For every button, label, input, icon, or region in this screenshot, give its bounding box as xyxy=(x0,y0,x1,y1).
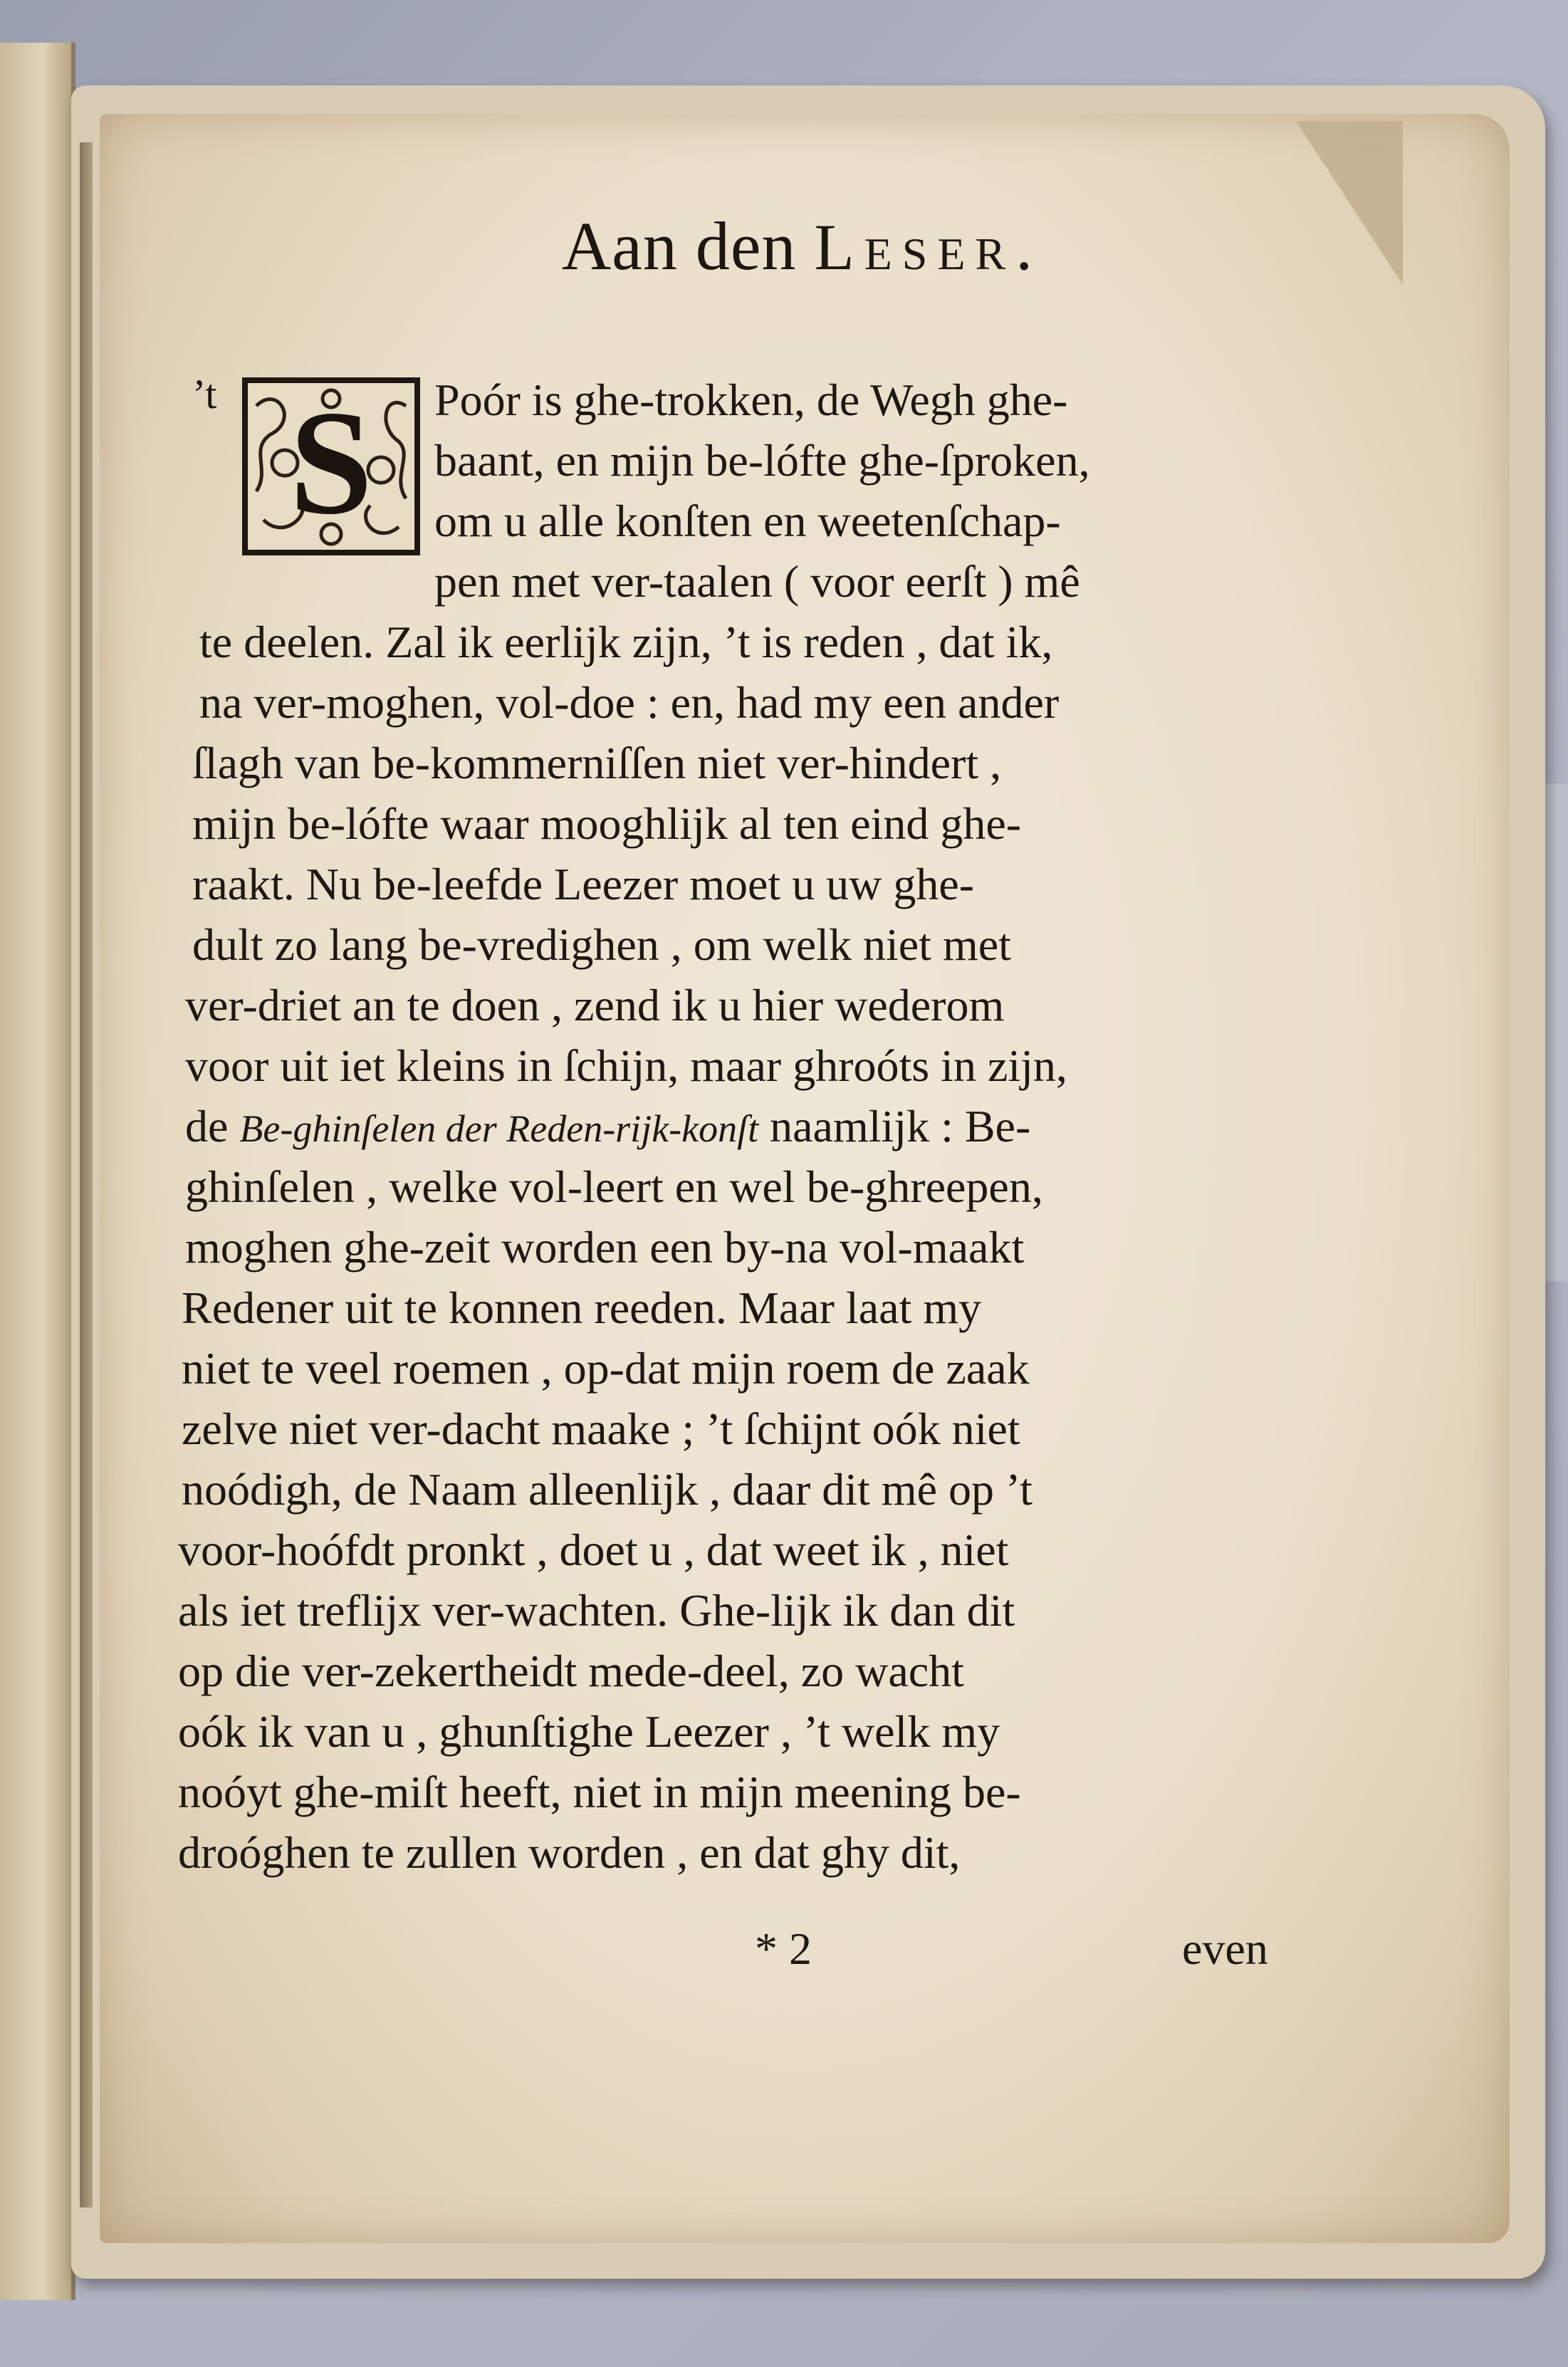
title-caps: Leser xyxy=(814,211,1016,283)
title-post: . xyxy=(1015,208,1034,284)
text-line: ver-driet an te doen , zend ik u hier wederom xyxy=(185,980,1005,1030)
text-line: als iet treflijx ver-wachten. Ghe-lijk ik dan dit xyxy=(178,1585,1015,1636)
ornamental-drop-cap xyxy=(242,377,420,555)
drop-prefix: ’t xyxy=(192,371,217,417)
book-gutter xyxy=(80,142,93,2207)
page-title xyxy=(370,207,1225,286)
text-line: mijn be-lófte waar mooghlijk al ten eind ghe- xyxy=(192,798,1022,849)
text-line: na ver-moghen, vol-doe : en, had my een ander xyxy=(199,677,1060,728)
text-line: Redener uit te konnen reeden. Maar laat my xyxy=(182,1282,982,1333)
text-line: op die ver-zekertheidt mede-deel, zo wacht xyxy=(178,1646,964,1696)
text-line: niet te veel roemen , op-dat mijn roem de zaak xyxy=(182,1343,1030,1394)
text-line: voor uit iet kleins in ſchijn, maar ghroóts in zijn, xyxy=(185,1040,1067,1091)
text-line xyxy=(185,1101,1031,1151)
text-line: Poór is ghe-trokken, de Wegh ghe- xyxy=(434,375,1068,425)
facing-page-edge xyxy=(0,43,75,2300)
title-pre: Aan den xyxy=(561,208,815,284)
text-line: zelve niet ver-dacht maake ; ’t ſchijnt oók niet xyxy=(182,1404,1020,1454)
text-line: oók ik van u , ghunſtighe Leezer , ’t welk my xyxy=(178,1706,1000,1757)
text-line: droóghen te zullen worden , en dat ghy dit, xyxy=(178,1827,961,1878)
text-line: om u alle konſten en weetenſchap- xyxy=(434,496,1061,546)
text-line-pre: de xyxy=(185,1101,240,1151)
italic-book-title: Be-ghinſelen der Reden-rijk-konſt xyxy=(239,1107,759,1150)
text-line: raakt. Nu be-leefde Leezer moet u uw ghe- xyxy=(192,859,975,909)
text-line: ghinſelen , welke vol-leert en wel be-ghreepen, xyxy=(185,1161,1043,1212)
text-line: voor-hoófdt pronkt , doet u , dat weet ik , niet xyxy=(178,1525,1009,1575)
drop-cap-letter: S xyxy=(289,380,373,545)
text-line: noóyt ghe-miſt heeft, niet in mijn meening be- xyxy=(178,1767,1021,1817)
text-line: pen met ver-taalen ( voor eerſt ) mê xyxy=(434,556,1080,607)
text-line: te deelen. Zal ik eerlijk zijn, ’t is reden , dat ik, xyxy=(199,617,1053,667)
text-line: noódigh, de Naam alleenlijk , daar dit mê op ’t xyxy=(182,1464,1033,1515)
text-line: moghen ghe-zeit worden een by-na vol-maakt xyxy=(185,1222,1025,1273)
dog-ear-corner xyxy=(1296,121,1403,285)
text-line: dult zo lang be-vredighen , om welk niet met xyxy=(192,919,1011,970)
text-line-post: naamlijk : Be- xyxy=(770,1101,1031,1151)
catchword: even xyxy=(1182,1923,1268,1974)
text-line: baant, en mijn be-lófte ghe-ſproken, xyxy=(434,435,1090,486)
signature-mark: * 2 xyxy=(755,1923,812,1974)
text-line: ſlagh van be-kommerniſſen niet ver-hindert , xyxy=(192,738,1002,788)
